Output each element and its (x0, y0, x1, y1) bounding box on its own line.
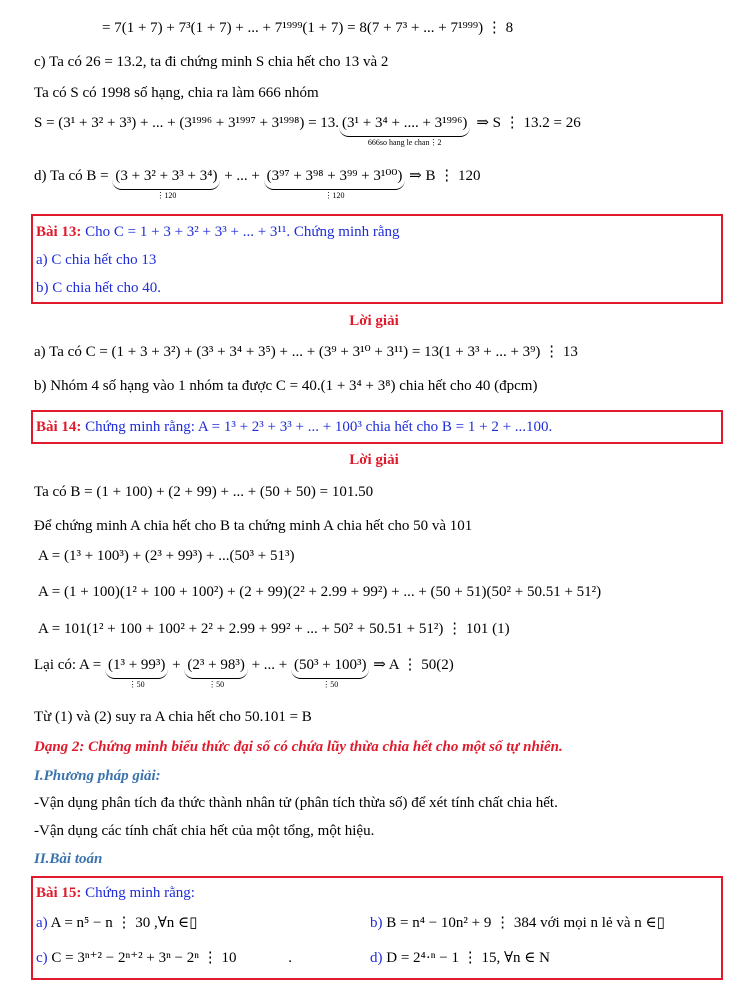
bai15-b-expr: B = n⁴ − 10n² + 9 ⋮ 384 với mọi n lẻ và n ∈▯ (386, 915, 665, 931)
equation-line-s (34, 113, 581, 148)
b-brace-expr-1: (3 + 3² + 3³ + 3⁴) (112, 166, 220, 190)
bai13-text: Cho C = 1 + 3 + 3² + 3³ + ... + 3¹¹. Chứng minh rằng (85, 224, 400, 240)
sol14-brace-expr-1: (1³ + 99³) (105, 655, 168, 679)
method-item-2: -Vận dụng các tính chất chia hết của một tổng, một hiệu. (34, 823, 375, 839)
sol14-brace-expr-3: (50³ + 100³) (291, 655, 369, 679)
sol14-underbrace-1 (105, 655, 168, 690)
sol14-brace-label-2: ⋮50 (208, 680, 225, 689)
text-line-c: c) Ta có 26 = 13.2, ta đi chứng minh S chia hết cho 13 và 2 (34, 54, 389, 70)
bai15-part-b (370, 913, 665, 933)
bai15-statement (36, 883, 195, 903)
sol14-line-5: A = 101(1² + 100 + 100² + 2² + 2.99 + 99² + ... + 50² + 50.51 + 51²) ⋮ 101 (1) (38, 621, 510, 637)
s-brace-label: 666so hang le chan⋮2 (367, 138, 442, 147)
bai15-a-label: a) (36, 915, 48, 931)
s-left: S = (3¹ + 3² + 3³) + ... + (3¹⁹⁹⁶ + 3¹⁹⁹⁷ + 3¹⁹⁹⁸) = 13. (34, 115, 340, 131)
sol14-line-7: Từ (1) và (2) suy ra A chia hết cho 50.101 = B (34, 709, 312, 725)
bai15-part-d (370, 948, 550, 968)
bai15-label: Bài 15: (36, 885, 82, 901)
bai13-part-a: a) C chia hết cho 13 (36, 252, 157, 268)
bai13-label: Bài 13: (36, 224, 82, 240)
bai13-statement (36, 222, 400, 242)
sol14-mid: + ... + (251, 657, 288, 673)
bai15-text: Chứng minh rằng: (85, 885, 195, 901)
b-right: ⇒ B ⋮ 120 (409, 168, 481, 184)
sol14-brace-expr-2: (2³ + 98³) (184, 655, 247, 679)
b-brace-expr-2: (3⁹⁷ + 3⁹⁸ + 3⁹⁹ + 3¹⁰⁰) (264, 166, 406, 190)
sol14-line-2: Để chứng minh A chia hết cho B ta chứng minh A chia hết cho 50 và 101 (34, 518, 473, 534)
bai14-statement (36, 417, 552, 437)
bai14-label: Bài 14: (36, 419, 82, 435)
solution-heading-13: Lời giải (349, 313, 399, 329)
sol14-line-6 (34, 655, 454, 690)
bai15-d-label: d) (370, 950, 383, 966)
b-brace-label-2: ⋮120 (324, 191, 345, 200)
sol13-b: b) Nhóm 4 số hạng vào 1 nhóm ta được C = 40.(1 + 3⁴ + 3⁸) chia hết cho 40 (đpcm) (34, 378, 538, 394)
s-brace-expr: (3¹ + 3⁴ + .... + 3¹⁹⁹⁶) (339, 113, 470, 137)
b-underbrace-1 (112, 166, 220, 201)
sol14-brace-label-3: ⋮50 (322, 680, 339, 689)
section-problems-heading: II.Bài toán (34, 851, 103, 867)
bai15-c-expr: C = 3ⁿ⁺² − 2ⁿ⁺² + 3ⁿ − 2ⁿ ⋮ 10 (51, 950, 237, 966)
bai15-a-expr: A = n⁵ − n ⋮ 30 ,∀n ∈▯ (50, 915, 198, 931)
sol14-line-1: Ta có B = (1 + 100) + (2 + 99) + ... + (50 + 50) = 101.50 (34, 484, 374, 500)
bai14-box (31, 410, 723, 444)
bai15-part-c (36, 948, 292, 968)
bai15-d-expr: D = 2⁴·ⁿ − 1 ⋮ 15, ∀n ∈ N (386, 950, 550, 966)
s-right: ⇒ S ⋮ 13.2 = 26 (476, 115, 581, 131)
bai15-box (31, 876, 723, 980)
sol14-l6-left: Lại có: A = (34, 657, 102, 673)
sol14-line-3: A = (1³ + 100³) + (2³ + 99³) + ...(50³ + 51³) (38, 548, 295, 564)
b-underbrace-2 (264, 166, 406, 201)
b-brace-label-1: ⋮120 (156, 191, 177, 200)
bai13-box (31, 214, 723, 304)
bai15-b-label: b) (370, 915, 383, 931)
bai14-text: Chứng minh rằng: A = 1³ + 2³ + 3³ + ... + 100³ chia hết cho B = 1 + 2 + ...100. (85, 419, 553, 435)
method-item-1: -Vận dụng phân tích đa thức thành nhân tử (phân tích thừa số) để xét tính chất chia hết. (34, 795, 558, 811)
bai13-part-b: b) C chia hết cho 40. (36, 280, 161, 296)
sol14-brace-label-1: ⋮50 (128, 680, 145, 689)
b-left: d) Ta có B = (34, 168, 109, 184)
sol14-plus: + (172, 657, 181, 673)
equation-line-b (34, 166, 481, 201)
b-mid: + ... + (224, 168, 260, 184)
sol14-l6-right: ⇒ A ⋮ 50(2) (373, 657, 454, 673)
bai15-part-a (36, 913, 197, 933)
solution-heading-14: Lời giải (349, 452, 399, 468)
equation-line-1: = 7(1 + 7) + 7³(1 + 7) + ... + 7¹⁹⁹⁹(1 + 7) = 8(7 + 7³ + ... + 7¹⁹⁹⁹) ⋮ 8 (102, 20, 514, 36)
sol13-a: a) Ta có C = (1 + 3 + 3²) + (3³ + 3⁴ + 3⁵) + ... + (3⁹ + 3¹⁰ + 3¹¹) = 13(1 + 3³ + ... + 3⁹) ⋮ 13 (34, 344, 578, 360)
sol14-line-4: A = (1 + 100)(1² + 100 + 100²) + (2 + 99)(2² + 2.99 + 99²) + ... + (50 + 51)(50² + 50.51 + 51²) (38, 584, 602, 600)
section-method-heading: I.Phương pháp giải: (34, 768, 161, 784)
text-line-groups: Ta có S có 1998 số hạng, chia ra làm 666 nhóm (34, 85, 319, 101)
bai15-c-label: c) (36, 950, 48, 966)
s-underbrace (339, 113, 470, 148)
sol14-underbrace-2 (184, 655, 247, 690)
bai15-c-dot: . (288, 950, 292, 966)
dang2-heading: Dạng 2: Chứng minh biểu thức đại số có chứa lũy thừa chia hết cho một số tự nhiên. (34, 739, 563, 755)
sol14-underbrace-3 (291, 655, 369, 690)
